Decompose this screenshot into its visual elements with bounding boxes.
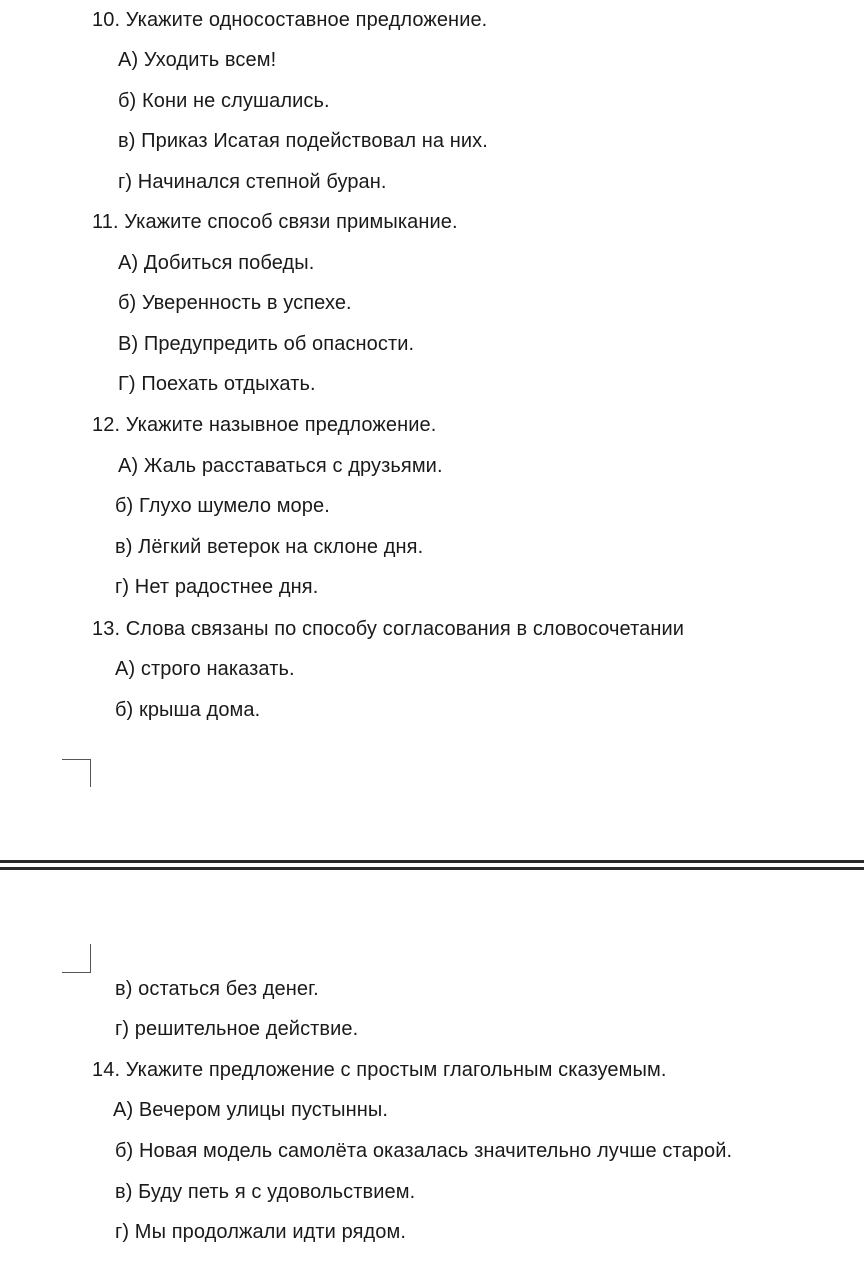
page-corner-mark-bottom <box>62 944 91 973</box>
q14-option-a: А) Вечером улицы пустынны. <box>113 1099 389 1121</box>
q12-option-a: А) Жаль расставаться с друзьями. <box>118 455 443 477</box>
q14-option-g: г) Мы продолжали идти рядом. <box>115 1221 407 1243</box>
page-break-line <box>0 867 864 870</box>
page-corner-mark-top <box>62 759 91 787</box>
q14-option-b: б) Новая модель самолёта оказалась значительно лучше старой. <box>115 1140 733 1162</box>
q11-option-a: А) Добиться победы. <box>118 252 315 274</box>
q11-option-b: б) Уверенность в успехе. <box>118 292 352 314</box>
q11-option-v: В) Предупредить об опасности. <box>118 333 415 355</box>
q10-option-g: г) Начинался степной буран. <box>118 171 387 193</box>
q13-option-a: А) строго наказать. <box>115 658 295 680</box>
q12-option-v: в) Лёгкий ветерок на склоне дня. <box>115 536 424 558</box>
question-12-text: 12. Укажите назывное предложение. <box>92 414 437 436</box>
q10-option-a: А) Уходить всем! <box>118 49 277 71</box>
question-13-text: 13. Слова связаны по способу согласования в словосочетании <box>92 618 685 640</box>
page-break-line <box>0 860 864 863</box>
q13-option-v: в) остаться без денег. <box>115 978 319 1000</box>
q11-option-g: Г) Поехать отдыхать. <box>118 373 316 395</box>
question-14-text: 14. Укажите предложение с простым глагольным сказуемым. <box>92 1059 667 1081</box>
question-11-text: 11. Укажите способ связи примыкание. <box>92 211 458 233</box>
q13-option-g: г) решительное действие. <box>115 1018 359 1040</box>
q14-option-v: в) Буду петь я с удовольствием. <box>115 1181 416 1203</box>
q10-option-v: в) Приказ Исатая подействовал на них. <box>118 130 488 152</box>
q13-option-b: б) крыша дома. <box>115 699 261 721</box>
question-10-text: 10. Укажите односоставное предложение. <box>92 9 488 31</box>
q10-option-b: б) Кони не слушались. <box>118 90 330 112</box>
q12-option-b: б) Глухо шумело море. <box>115 495 330 517</box>
q12-option-g: г) Нет радостнее дня. <box>115 576 319 598</box>
